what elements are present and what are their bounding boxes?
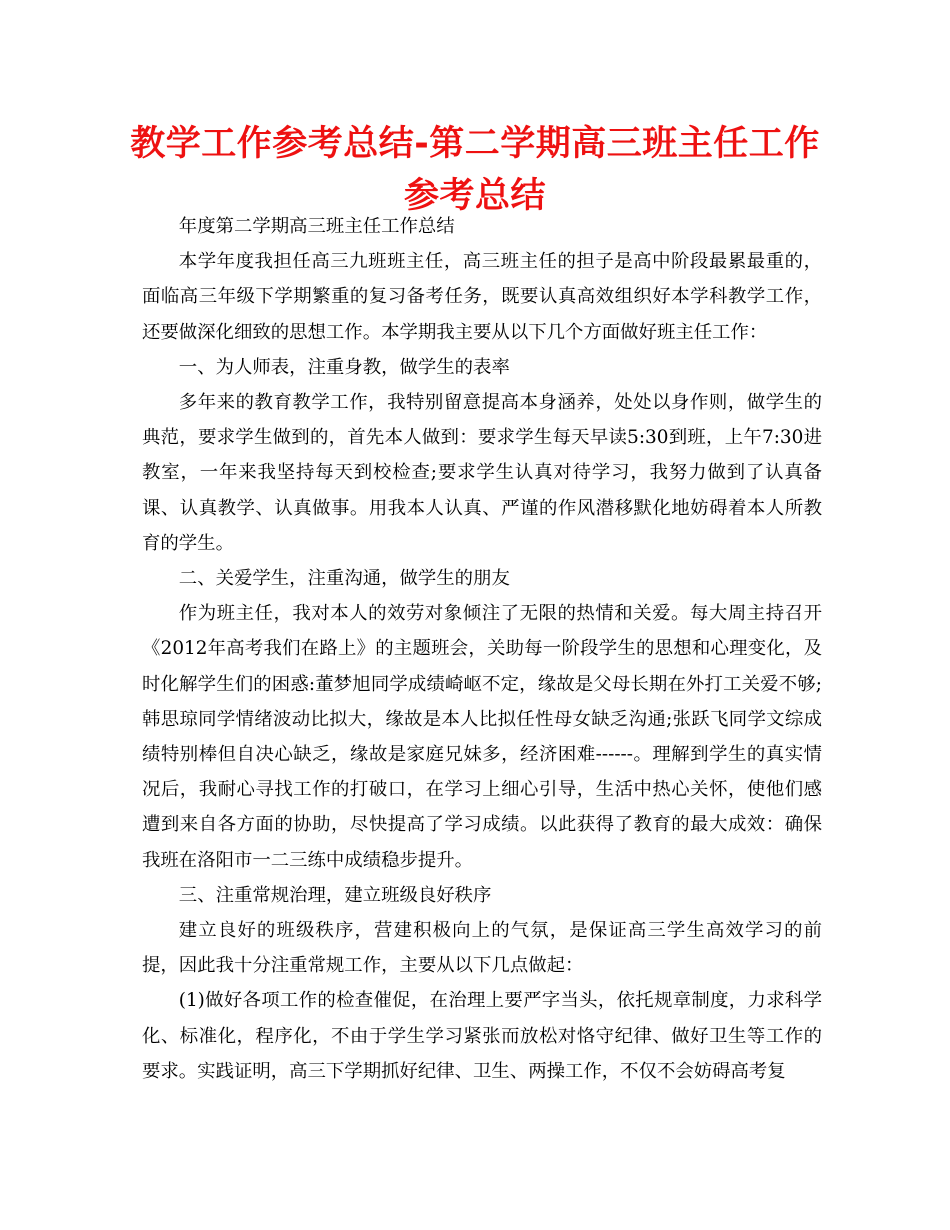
section-heading-2: 二、关爱学生，注重沟通，做学生的朋友	[178, 568, 510, 590]
document-title: 教学工作参考总结-第二学期高三班主任工作参考总结	[130, 124, 820, 216]
section-heading-3: 三、注重常规治理，建立班级良好秩序	[178, 884, 492, 906]
intro-paragraph: 本学年度我担任高三九班班主任，高三班主任的担子是高中阶段最累最重的，面临高三年级下学期繁重的复习备考任务，既要认真高效组织好本学科教学工作，还要做深化细致的思想工作。本学期我主要从以下几个方面做好班主任工作：	[142, 251, 822, 343]
section-2-paragraph: 作为班主任，我对本人的效劳对象倾注了无限的热情和关爱。每大周主持召开《2012年高考我们在路上》的主题班会，关助每一阶段学生的思想和心理变化，及时化解学生们的困惑:董梦旭同学成绩崎岖不定，缘故是父母长期在外打工关爱不够;韩思琼同学情绪波动比拟大，缘故是本人比拟任性母女缺乏沟通;张跃飞同学文综成绩特别棒但自决心缺乏，缘故是家庭兄妹多，经济困难------。理解到学生的真实情况后，我耐心寻找工作的打破口，在学习上细心引导，生活中热心关怀，使他们感遭到来自各方面的协助，尽快提高了学习成绩。以此获得了教育的最大成效：确保我班在洛阳市一二三练中成绩稳步提升。	[142, 603, 822, 871]
section-1-paragraph: 多年来的教育教学工作，我特别留意提高本身涵养，处处以身作则，做学生的典范，要求学生做到的，首先本人做到：要求学生每天早读5:30到班，上午7:30进教室，一年来我坚持每天到校检查;要求学生认真对待学习，我努力做到了认真备课、认真教学、认真做事。用我本人认真、严谨的作风潜移默化地妨碍着本人所教育的学生。	[142, 392, 822, 554]
section-heading-1: 一、为人师表，注重身教，做学生的表率	[178, 356, 510, 378]
section-3-item-1: (1)做好各项工作的检查催促，在治理上要严字当头，依托规章制度，力求科学化、标准化，程序化，不由于学生学习紧张而放松对恪守纪律、做好卫生等工作的要求。实践证明，高三下学期抓好纪律、卫生、两操工作，不仅不会妨碍高考复	[142, 990, 822, 1082]
subtitle-paragraph: 年度第二学期高三班主任工作总结	[178, 216, 455, 237]
document-body	[142, 209, 822, 1089]
section-3-paragraph: 建立良好的班级秩序，营建积极向上的气氛，是保证高三学生高效学习的前提，因此我十分注重常规工作，主要从以下几点做起：	[142, 920, 822, 977]
